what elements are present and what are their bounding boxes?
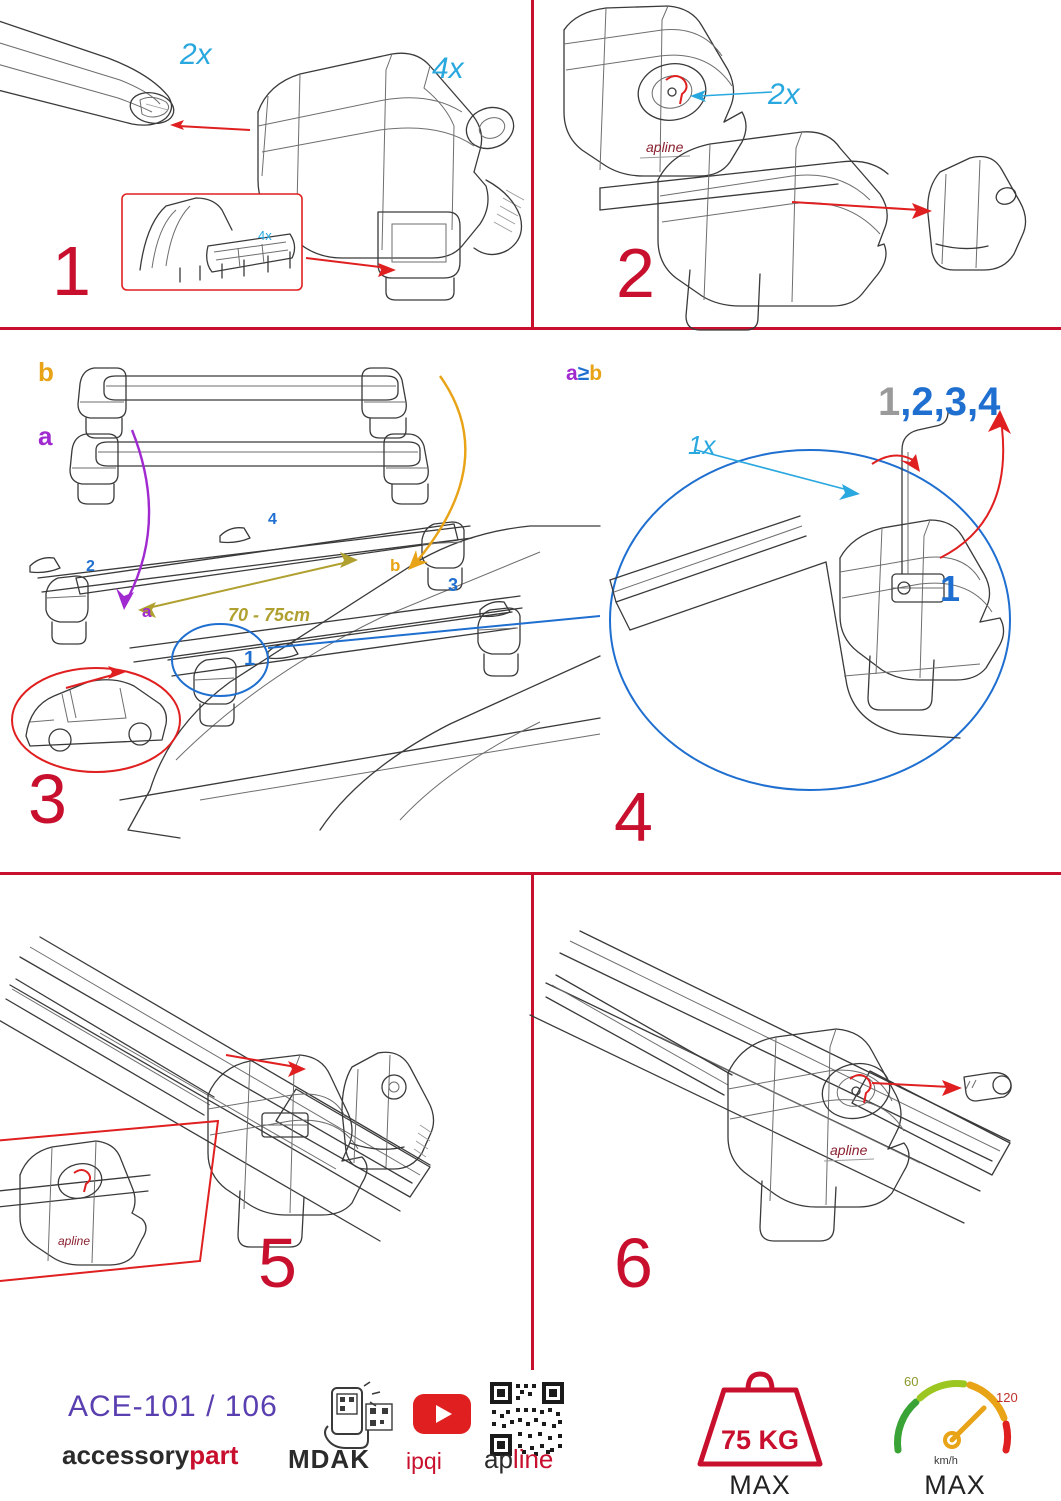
- label-b-arrow: b: [390, 556, 401, 575]
- label-a-bar: a: [38, 421, 53, 451]
- brand-mdak: MDAK: [288, 1444, 370, 1474]
- max-load-value: 75 KG: [720, 1425, 800, 1455]
- divider-col-top: [531, 0, 534, 327]
- step-4-number: 4: [614, 778, 653, 856]
- brand-accessory: accessory: [62, 1440, 190, 1470]
- brand-accessorypart: [62, 1440, 238, 1471]
- max-speed-caption: MAX: [924, 1470, 986, 1500]
- step-3-illustration: [0, 330, 603, 875]
- step-2-number: 2: [616, 234, 655, 312]
- max-speed-gauge-icon: [880, 1364, 1030, 1474]
- position-4: 4: [268, 511, 277, 528]
- svg-text:apline: apline: [58, 1234, 91, 1248]
- step-1-qty-2x: 2x: [180, 38, 212, 71]
- svg-text:4x: 4x: [258, 228, 272, 243]
- turn-count: 1: [940, 568, 961, 609]
- youtube-icon[interactable]: [412, 1392, 474, 1436]
- brand-part: part: [189, 1440, 239, 1470]
- divider-col-bottom: [531, 875, 534, 1370]
- svg-text:apline: apline: [830, 1142, 868, 1158]
- max-load-caption: MAX: [729, 1470, 791, 1500]
- svg-text:km/h: km/h: [934, 1455, 958, 1467]
- position-2: 2: [86, 558, 95, 575]
- footer: [0, 1370, 1061, 1500]
- dimension-label: 70 - 75cm: [228, 605, 311, 625]
- position-3: 3: [448, 575, 459, 595]
- step-1-number: 1: [52, 232, 91, 310]
- brand-apline: [484, 1444, 553, 1475]
- brand-ipqi: ipqi: [406, 1448, 442, 1474]
- step-3-number: 3: [28, 760, 67, 838]
- position-1: 1: [244, 648, 256, 670]
- model-code: ACE-101 / 106: [68, 1390, 278, 1423]
- step-4-qty-1x: 1x: [688, 430, 716, 460]
- svg-text:60: 60: [904, 1374, 919, 1389]
- label-b-bar: b: [38, 357, 54, 387]
- svg-text:120: 120: [996, 1390, 1018, 1405]
- sequence-label: 1,2,3,4: [878, 380, 1001, 424]
- brand-line: line: [512, 1444, 554, 1474]
- svg-text:apline: apline: [646, 139, 684, 155]
- label-a-arrow: a: [142, 602, 152, 621]
- brand-ap: ap: [484, 1444, 513, 1474]
- step-2-qty-2x: 2x: [768, 78, 800, 111]
- step-6-number: 6: [614, 1224, 653, 1302]
- step-5-number: 5: [258, 1224, 297, 1302]
- label-compare-ab: a≥b: [566, 362, 603, 385]
- step-1-qty-4x: 4x: [432, 52, 464, 85]
